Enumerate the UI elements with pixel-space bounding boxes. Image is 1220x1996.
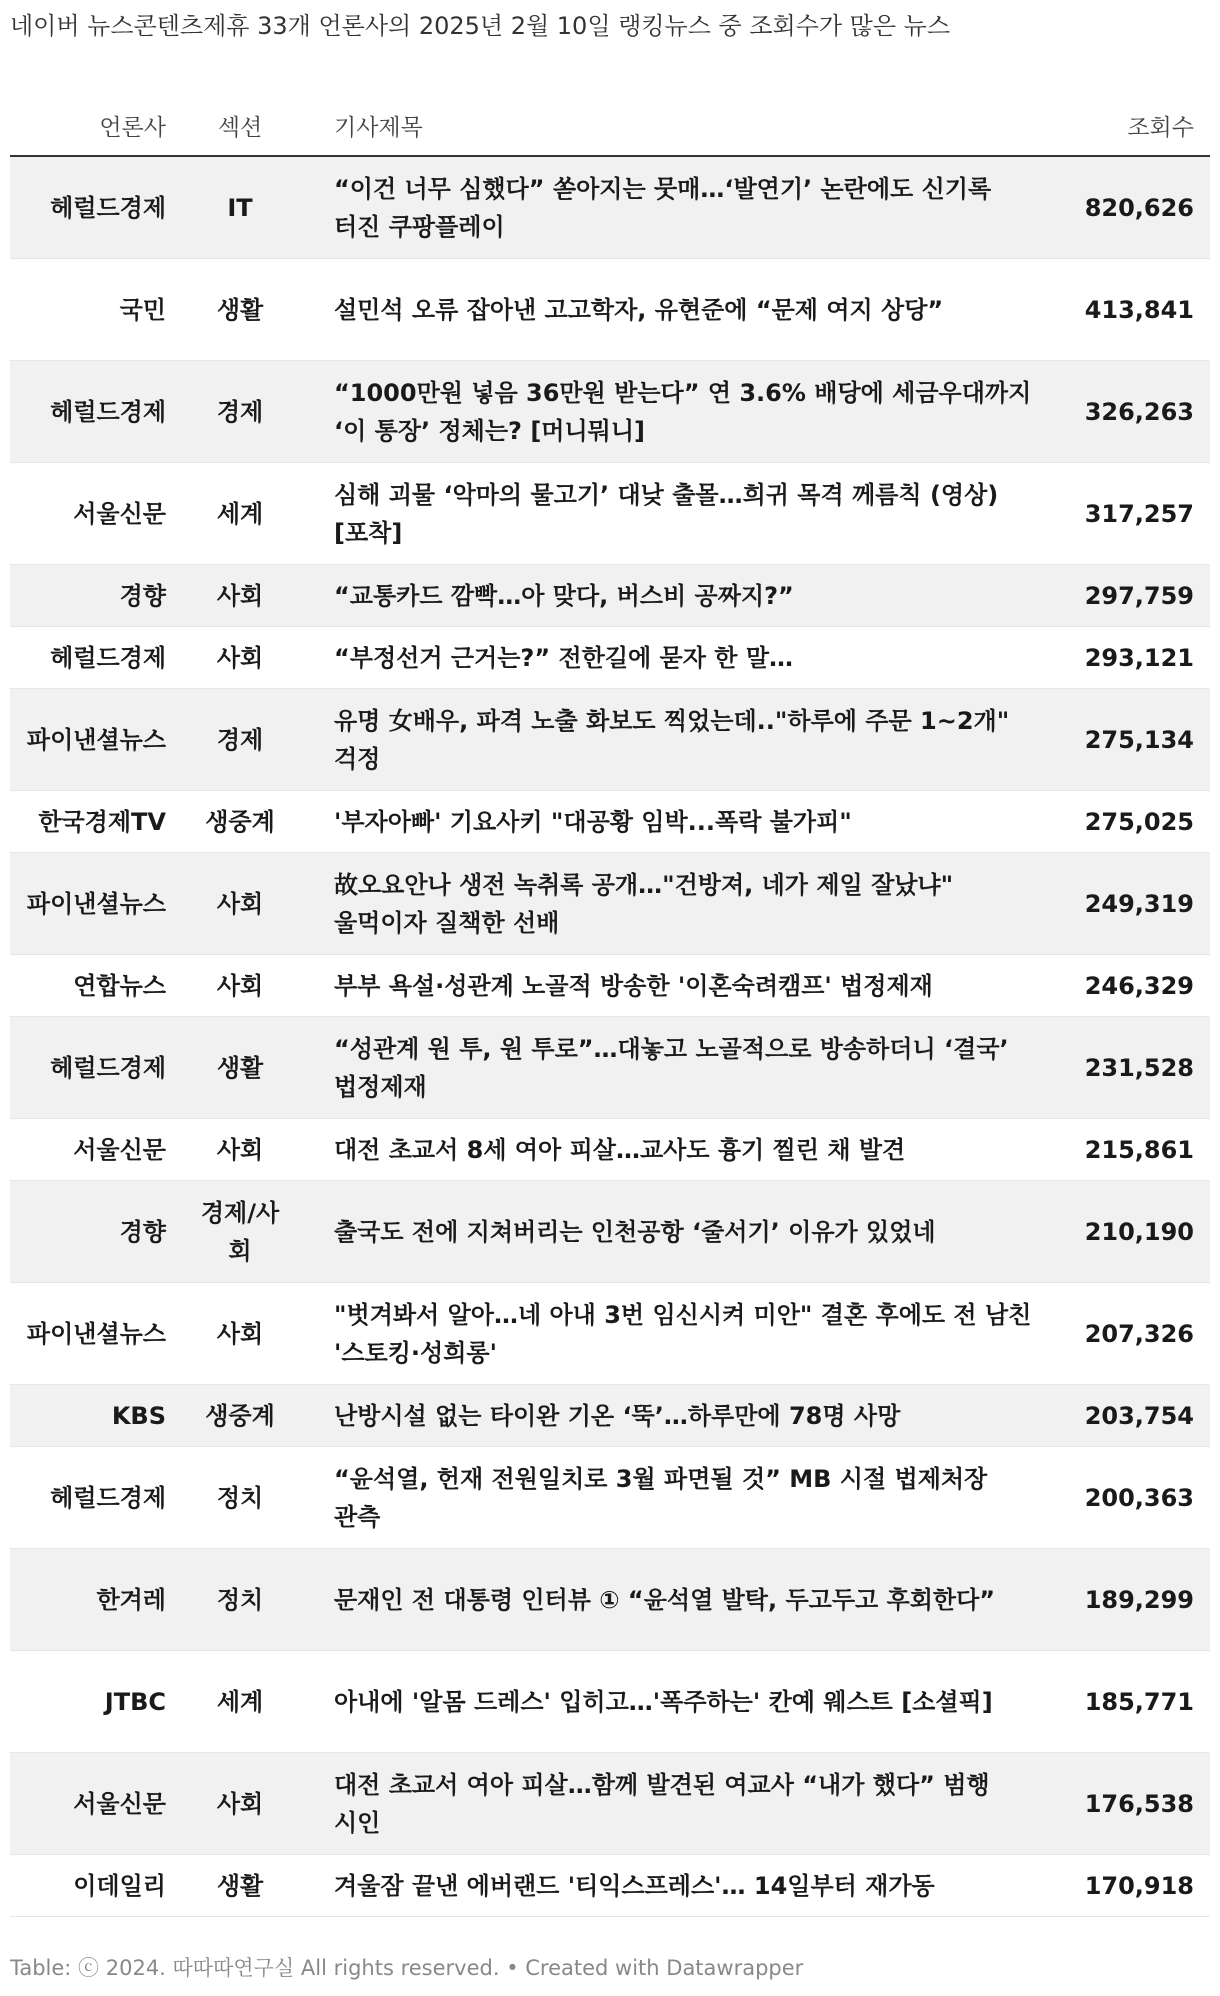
cell-publisher: 헤럴드경제 xyxy=(10,156,170,259)
cell-views: 293,121 xyxy=(1050,627,1210,689)
cell-publisher: JTBC xyxy=(10,1651,170,1753)
cell-views: 297,759 xyxy=(1050,565,1210,627)
cell-section-text: 사회 xyxy=(216,1319,264,1348)
column-header-section[interactable]: 섹션 xyxy=(170,95,310,156)
table-row xyxy=(10,627,1210,689)
table-row xyxy=(10,1447,1210,1549)
table-row xyxy=(10,955,1210,1017)
cell-section-text: 경제 xyxy=(216,397,264,426)
cell-section-text: 생활 xyxy=(216,1871,264,1900)
cell-article-title: 난방시설 없는 타이완 기온 ‘뚝’…하루만에 78명 사망 xyxy=(310,1385,1050,1447)
cell-article-title: “윤석열, 헌재 전원일치로 3월 파면될 것” MB 시절 법제처장 관측 xyxy=(310,1447,1050,1549)
cell-views: 275,025 xyxy=(1050,791,1210,853)
cell-views: 207,326 xyxy=(1050,1283,1210,1385)
cell-views: 170,918 xyxy=(1050,1855,1210,1917)
table-row xyxy=(10,1119,1210,1181)
cell-article-title: 유명 女배우, 파격 노출 화보도 찍었는데.."하루에 주문 1~2개" 걱정 xyxy=(310,689,1050,791)
chart-title: 네이버 뉴스콘텐츠제휴 33개 언론사의 2025년 2월 10일 랭킹뉴스 중 조회수가 많은 뉴스 xyxy=(10,12,951,40)
cell-section xyxy=(170,1855,310,1917)
cell-publisher: 서울신문 xyxy=(10,463,170,565)
cell-section-text: 경제 xyxy=(216,725,264,754)
footer-credit: Table: ⓒ 2024. 따따따연구실 All rights reserved. • Created with Datawrapper xyxy=(10,1956,804,1980)
cell-section-text: 세계 xyxy=(216,1687,264,1716)
cell-section-text: 생활 xyxy=(216,1053,264,1082)
cell-section xyxy=(170,627,310,689)
cell-article-title: '부자아빠' 기요사키 "대공황 임박...폭락 불가피" xyxy=(310,791,1050,853)
header-row xyxy=(10,95,1210,156)
cell-section xyxy=(170,1549,310,1651)
cell-article-title: 겨울잠 끝낸 에버랜드 '티익스프레스'… 14일부터 재가동 xyxy=(310,1855,1050,1917)
cell-publisher: 헤럴드경제 xyxy=(10,627,170,689)
cell-views: 176,538 xyxy=(1050,1753,1210,1855)
cell-section xyxy=(170,791,310,853)
cell-article-title: 부부 욕설·성관계 노골적 방송한 '이혼숙려캠프' 법정제재 xyxy=(310,955,1050,1017)
table-row xyxy=(10,1651,1210,1753)
cell-article-title: 문재인 전 대통령 인터뷰 ① “윤석열 발탁, 두고두고 후회한다” xyxy=(310,1549,1050,1651)
cell-views: 317,257 xyxy=(1050,463,1210,565)
table-row xyxy=(10,1753,1210,1855)
cell-publisher: 파이낸셜뉴스 xyxy=(10,689,170,791)
cell-section xyxy=(170,361,310,463)
cell-section xyxy=(170,1181,310,1283)
cell-publisher: 한겨레 xyxy=(10,1549,170,1651)
cell-views: 231,528 xyxy=(1050,1017,1210,1119)
table-row xyxy=(10,1549,1210,1651)
column-header-views[interactable]: 조회수 xyxy=(1050,95,1210,156)
cell-views: 326,263 xyxy=(1050,361,1210,463)
table-row xyxy=(10,1855,1210,1917)
cell-publisher: 경향 xyxy=(10,565,170,627)
cell-publisher: 헤럴드경제 xyxy=(10,361,170,463)
cell-article-title: 설민석 오류 잡아낸 고고학자, 유현준에 “문제 여지 상당” xyxy=(310,259,1050,361)
cell-article-title: 출국도 전에 지쳐버리는 인천공항 ‘줄서기’ 이유가 있었네 xyxy=(310,1181,1050,1283)
cell-publisher: 파이낸셜뉴스 xyxy=(10,853,170,955)
cell-section xyxy=(170,1119,310,1181)
table-row xyxy=(10,259,1210,361)
table-row xyxy=(10,853,1210,955)
cell-section xyxy=(170,463,310,565)
table-row xyxy=(10,1017,1210,1119)
cell-section xyxy=(170,1651,310,1753)
cell-publisher: 이데일리 xyxy=(10,1855,170,1917)
table-row xyxy=(10,791,1210,853)
cell-section-text: 세계 xyxy=(216,499,264,528)
cell-section xyxy=(170,689,310,791)
cell-article-title: 심해 괴물 ‘악마의 물고기’ 대낮 출몰…희귀 목격 께름칙 (영상) [포착] xyxy=(310,463,1050,565)
cell-article-title: “부정선거 근거는?” 전한길에 묻자 한 말… xyxy=(310,627,1050,689)
cell-section xyxy=(170,955,310,1017)
table-row xyxy=(10,689,1210,791)
cell-section xyxy=(170,156,310,259)
cell-publisher: 한국경제TV xyxy=(10,791,170,853)
cell-article-title: 故오요안나 생전 녹취록 공개…"건방져, 네가 제일 잘났냐" 울먹이자 질책한 선배 xyxy=(310,853,1050,955)
cell-section-text: 사회 xyxy=(216,1135,264,1164)
cell-views: 413,841 xyxy=(1050,259,1210,361)
cell-section-text: 사회 xyxy=(216,889,264,918)
ranking-table xyxy=(10,95,1210,1917)
table-row xyxy=(10,1181,1210,1283)
cell-section xyxy=(170,259,310,361)
table-row xyxy=(10,1283,1210,1385)
cell-views: 203,754 xyxy=(1050,1385,1210,1447)
cell-article-title: 아내에 '알몸 드레스' 입히고…'폭주하는' 칸예 웨스트 [소셜픽] xyxy=(310,1651,1050,1753)
cell-article-title: 대전 초교서 여아 피살…함께 발견된 여교사 “내가 했다” 범행 시인 xyxy=(310,1753,1050,1855)
column-header-title[interactable]: 기사제목 xyxy=(310,95,1050,156)
cell-views: 246,329 xyxy=(1050,955,1210,1017)
cell-section xyxy=(170,1385,310,1447)
cell-section xyxy=(170,1447,310,1549)
cell-section-text: IT xyxy=(227,193,253,222)
cell-section xyxy=(170,565,310,627)
cell-views: 210,190 xyxy=(1050,1181,1210,1283)
cell-views: 275,134 xyxy=(1050,689,1210,791)
cell-publisher: 경향 xyxy=(10,1181,170,1283)
cell-publisher: 파이낸셜뉴스 xyxy=(10,1283,170,1385)
table-row xyxy=(10,156,1210,259)
cell-section-text: 생활 xyxy=(216,295,264,324)
cell-section-text: 정치 xyxy=(216,1483,264,1512)
cell-views: 820,626 xyxy=(1050,156,1210,259)
cell-section-text: 경제/사회 xyxy=(200,1198,280,1265)
column-header-publisher[interactable]: 언론사 xyxy=(10,95,170,156)
cell-article-title: 대전 초교서 8세 여아 피살…교사도 흉기 찔린 채 발견 xyxy=(310,1119,1050,1181)
cell-section-text: 사회 xyxy=(216,1789,264,1818)
cell-article-title: “교통카드 깜빡…아 맞다, 버스비 공짜지?” xyxy=(310,565,1050,627)
cell-section-text: 사회 xyxy=(216,643,264,672)
cell-views: 189,299 xyxy=(1050,1549,1210,1651)
cell-section xyxy=(170,853,310,955)
cell-publisher: 서울신문 xyxy=(10,1753,170,1855)
cell-publisher: 헤럴드경제 xyxy=(10,1017,170,1119)
cell-views: 185,771 xyxy=(1050,1651,1210,1753)
cell-publisher: 헤럴드경제 xyxy=(10,1447,170,1549)
cell-article-title: “성관계 원 투, 원 투로”…대놓고 노골적으로 방송하더니 ‘결국’ 법정제재 xyxy=(310,1017,1050,1119)
table-body xyxy=(10,156,1210,1917)
cell-publisher: 국민 xyxy=(10,259,170,361)
cell-section xyxy=(170,1017,310,1119)
cell-views: 200,363 xyxy=(1050,1447,1210,1549)
cell-section xyxy=(170,1283,310,1385)
cell-section-text: 정치 xyxy=(216,1585,264,1614)
cell-views: 249,319 xyxy=(1050,853,1210,955)
table-row xyxy=(10,463,1210,565)
cell-section-text: 사회 xyxy=(216,581,264,610)
cell-article-title: “이건 너무 심했다” 쏟아지는 뭇매…‘발연기’ 논란에도 신기록 터진 쿠팡플레이 xyxy=(310,156,1050,259)
cell-views: 215,861 xyxy=(1050,1119,1210,1181)
cell-section-text: 생중계 xyxy=(205,1401,275,1430)
cell-section xyxy=(170,1753,310,1855)
cell-article-title: "벗겨봐서 알아…네 아내 3번 임신시켜 미안" 결혼 후에도 전 남친 '스토킹·성희롱' xyxy=(310,1283,1050,1385)
table-row xyxy=(10,361,1210,463)
cell-publisher: 연합뉴스 xyxy=(10,955,170,1017)
table-row xyxy=(10,1385,1210,1447)
cell-section-text: 사회 xyxy=(216,971,264,1000)
cell-publisher: KBS xyxy=(10,1385,170,1447)
table-row xyxy=(10,565,1210,627)
cell-article-title: “1000만원 넣음 36만원 받는다” 연 3.6% 배당에 세금우대까지 ‘이 통장’ 정체는? [머니뭐니] xyxy=(310,361,1050,463)
cell-section-text: 생중계 xyxy=(205,807,275,836)
cell-publisher: 서울신문 xyxy=(10,1119,170,1181)
